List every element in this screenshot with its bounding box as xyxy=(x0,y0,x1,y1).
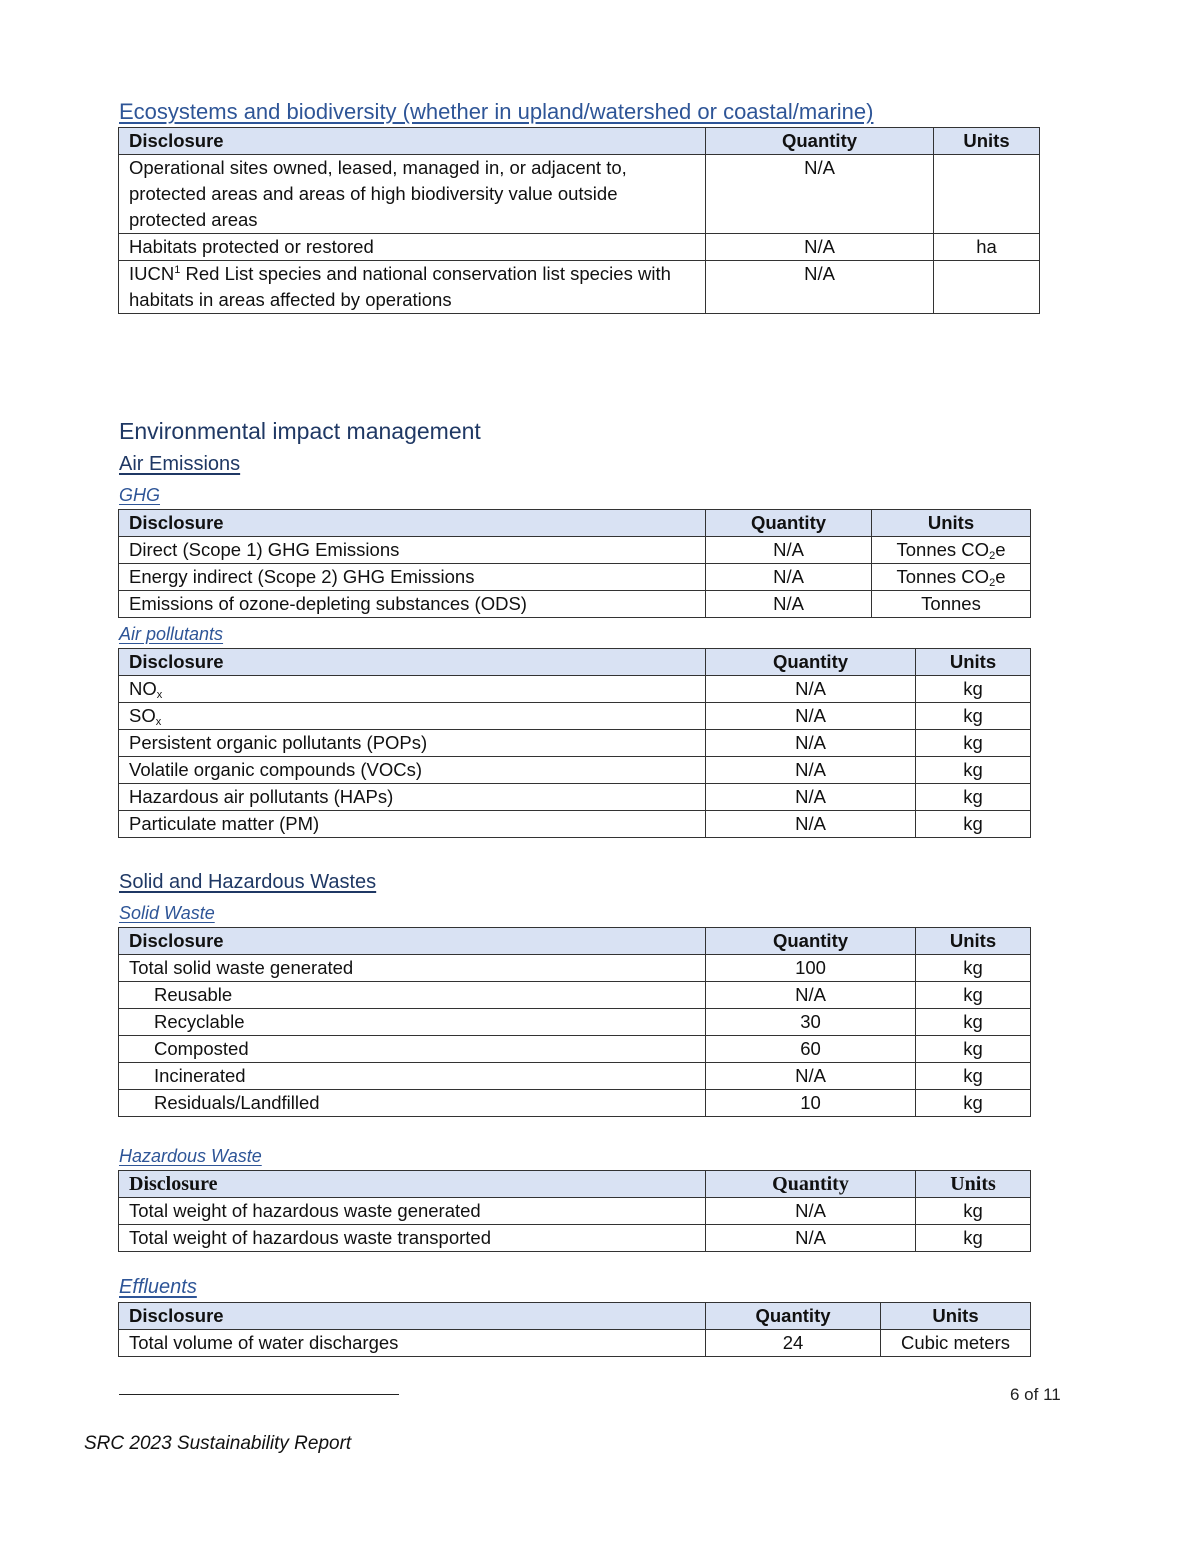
table-row xyxy=(119,1330,1031,1357)
environmental-title: Environmental impact management xyxy=(119,418,481,444)
ghg-title: GHG xyxy=(119,485,161,505)
quantity-cell: N/A xyxy=(706,811,916,838)
biodiversity-table xyxy=(118,127,1040,314)
wastes-title: Solid and Hazardous Wastes xyxy=(119,871,377,893)
disclosure-cell xyxy=(119,261,706,314)
quantity-cell: 10 xyxy=(706,1090,916,1117)
disclosure-subscript: x xyxy=(156,689,163,701)
header-quantity: Quantity xyxy=(706,649,916,676)
disclosure-text: SO xyxy=(129,705,156,726)
disclosure-cell: Total weight of hazardous waste generated xyxy=(119,1198,706,1225)
disclosure-cell: Operational sites owned, leased, managed in, or adjacent to, protected areas and areas of high biodiversity value outside protected areas xyxy=(119,155,706,234)
air-pollutants-table xyxy=(118,648,1031,838)
header-disclosure: Disclosure xyxy=(119,128,706,155)
disclosure-cell: Habitats protected or restored xyxy=(119,234,706,261)
disclosure-cell: Volatile organic compounds (VOCs) xyxy=(119,757,706,784)
disclosure-cell: Recyclable xyxy=(119,1009,706,1036)
disclosure-text: Red List species and national conservation list species with habitats in areas affected by operations xyxy=(129,263,671,310)
quantity-cell: N/A xyxy=(706,564,872,591)
quantity-cell: N/A xyxy=(706,982,916,1009)
units-cell: kg xyxy=(916,955,1031,982)
quantity-cell: N/A xyxy=(706,676,916,703)
header-quantity: Quantity xyxy=(706,128,934,155)
units-cell: Cubic meters xyxy=(881,1330,1031,1357)
units-cell: kg xyxy=(916,703,1031,730)
units-cell: ha xyxy=(934,234,1040,261)
quantity-cell: N/A xyxy=(706,784,916,811)
footnote-separator xyxy=(119,1394,399,1395)
disclosure-cell xyxy=(119,703,706,730)
units-cell: kg xyxy=(916,1090,1031,1117)
table-header-row xyxy=(119,928,1031,955)
solid-waste-title: Solid Waste xyxy=(119,903,215,923)
quantity-cell: N/A xyxy=(706,234,934,261)
units-cell xyxy=(934,155,1040,234)
table-row xyxy=(119,564,1031,591)
header-disclosure: Disclosure xyxy=(119,1171,706,1198)
table-row xyxy=(119,537,1031,564)
units-cell: kg xyxy=(916,676,1031,703)
units-cell: Tonnes xyxy=(872,591,1031,618)
table-row xyxy=(119,784,1031,811)
header-units: Units xyxy=(916,1171,1031,1198)
hazardous-waste-table xyxy=(118,1170,1031,1252)
disclosure-cell: Hazardous air pollutants (HAPs) xyxy=(119,784,706,811)
table-row xyxy=(119,1225,1031,1252)
quantity-cell: 100 xyxy=(706,955,916,982)
table-row xyxy=(119,591,1031,618)
units-cell: kg xyxy=(916,1063,1031,1090)
table-row xyxy=(119,811,1031,838)
quantity-cell: 24 xyxy=(706,1330,881,1357)
disclosure-cell: Total weight of hazardous waste transported xyxy=(119,1225,706,1252)
table-row xyxy=(119,982,1031,1009)
table-row xyxy=(119,703,1031,730)
units-cell xyxy=(872,537,1031,564)
units-text: e xyxy=(995,539,1006,560)
units-cell xyxy=(872,564,1031,591)
table-header-row xyxy=(119,1171,1031,1198)
header-disclosure: Disclosure xyxy=(119,1303,706,1330)
report-footer-title: SRC 2023 Sustainability Report xyxy=(84,1433,352,1454)
quantity-cell: N/A xyxy=(706,1225,916,1252)
header-disclosure: Disclosure xyxy=(119,928,706,955)
ghg-table xyxy=(118,509,1031,618)
table-row xyxy=(119,1063,1031,1090)
quantity-cell: N/A xyxy=(706,591,872,618)
air-pollutants-title: Air pollutants xyxy=(119,624,224,644)
table-row xyxy=(119,757,1031,784)
quantity-cell: N/A xyxy=(706,261,934,314)
quantity-cell: 30 xyxy=(706,1009,916,1036)
disclosure-cell: Energy indirect (Scope 2) GHG Emissions xyxy=(119,564,706,591)
units-cell: kg xyxy=(916,1225,1031,1252)
footnote-mark: 1 xyxy=(174,264,181,276)
quantity-cell: N/A xyxy=(706,1063,916,1090)
air-emissions-title: Air Emissions xyxy=(119,453,241,475)
header-units: Units xyxy=(916,649,1031,676)
disclosure-cell: Residuals/Landfilled xyxy=(119,1090,706,1117)
table-row xyxy=(119,1090,1031,1117)
quantity-cell: N/A xyxy=(706,155,934,234)
disclosure-cell: Total solid waste generated xyxy=(119,955,706,982)
table-row xyxy=(119,261,1040,314)
units-subscript: 2 xyxy=(989,550,996,562)
header-quantity: Quantity xyxy=(706,1171,916,1198)
disclosure-text: IUCN xyxy=(129,263,175,284)
disclosure-cell: Persistent organic pollutants (POPs) xyxy=(119,730,706,757)
quantity-cell: 60 xyxy=(706,1036,916,1063)
disclosure-cell: Composted xyxy=(119,1036,706,1063)
table-row xyxy=(119,155,1040,234)
header-quantity: Quantity xyxy=(706,510,872,537)
hazardous-waste-title: Hazardous Waste xyxy=(119,1146,262,1166)
table-header-row xyxy=(119,510,1031,537)
units-cell: kg xyxy=(916,784,1031,811)
units-cell: kg xyxy=(916,1198,1031,1225)
disclosure-cell: Direct (Scope 1) GHG Emissions xyxy=(119,537,706,564)
effluents-table xyxy=(118,1302,1031,1357)
table-row xyxy=(119,1198,1031,1225)
disclosure-cell: Reusable xyxy=(119,982,706,1009)
table-header-row xyxy=(119,649,1031,676)
header-units: Units xyxy=(872,510,1031,537)
units-cell: kg xyxy=(916,1036,1031,1063)
table-row xyxy=(119,730,1031,757)
quantity-cell: N/A xyxy=(706,703,916,730)
units-text: e xyxy=(995,566,1006,587)
header-disclosure: Disclosure xyxy=(119,510,706,537)
units-cell: kg xyxy=(916,982,1031,1009)
quantity-cell: N/A xyxy=(706,757,916,784)
disclosure-cell: Particulate matter (PM) xyxy=(119,811,706,838)
units-cell: kg xyxy=(916,730,1031,757)
disclosure-cell: Emissions of ozone-depleting substances (ODS) xyxy=(119,591,706,618)
units-cell: kg xyxy=(916,1009,1031,1036)
disclosure-cell: Incinerated xyxy=(119,1063,706,1090)
quantity-cell: N/A xyxy=(706,1198,916,1225)
table-row xyxy=(119,955,1031,982)
page-number: 6 of 11 xyxy=(1010,1385,1061,1404)
header-disclosure: Disclosure xyxy=(119,649,706,676)
units-text: Tonnes CO xyxy=(896,539,990,560)
disclosure-cell: Total volume of water discharges xyxy=(119,1330,706,1357)
units-cell: kg xyxy=(916,811,1031,838)
header-units: Units xyxy=(934,128,1040,155)
units-cell xyxy=(934,261,1040,314)
header-units: Units xyxy=(916,928,1031,955)
disclosure-subscript: x xyxy=(155,716,162,728)
disclosure-cell xyxy=(119,676,706,703)
solid-waste-table xyxy=(118,927,1031,1117)
table-row xyxy=(119,234,1040,261)
table-row xyxy=(119,1009,1031,1036)
table-header-row xyxy=(119,1303,1031,1330)
effluents-title: Effluents xyxy=(119,1276,197,1298)
biodiversity-title: Ecosystems and biodiversity (whether in upland/watershed or coastal/marine) xyxy=(119,99,874,124)
units-subscript: 2 xyxy=(989,577,996,589)
header-units: Units xyxy=(881,1303,1031,1330)
units-text: Tonnes CO xyxy=(896,566,990,587)
header-quantity: Quantity xyxy=(706,928,916,955)
table-header-row xyxy=(119,128,1040,155)
table-row xyxy=(119,676,1031,703)
table-row xyxy=(119,1036,1031,1063)
quantity-cell: N/A xyxy=(706,537,872,564)
units-cell: kg xyxy=(916,757,1031,784)
header-quantity: Quantity xyxy=(706,1303,881,1330)
quantity-cell: N/A xyxy=(706,730,916,757)
disclosure-text: NO xyxy=(129,678,157,699)
